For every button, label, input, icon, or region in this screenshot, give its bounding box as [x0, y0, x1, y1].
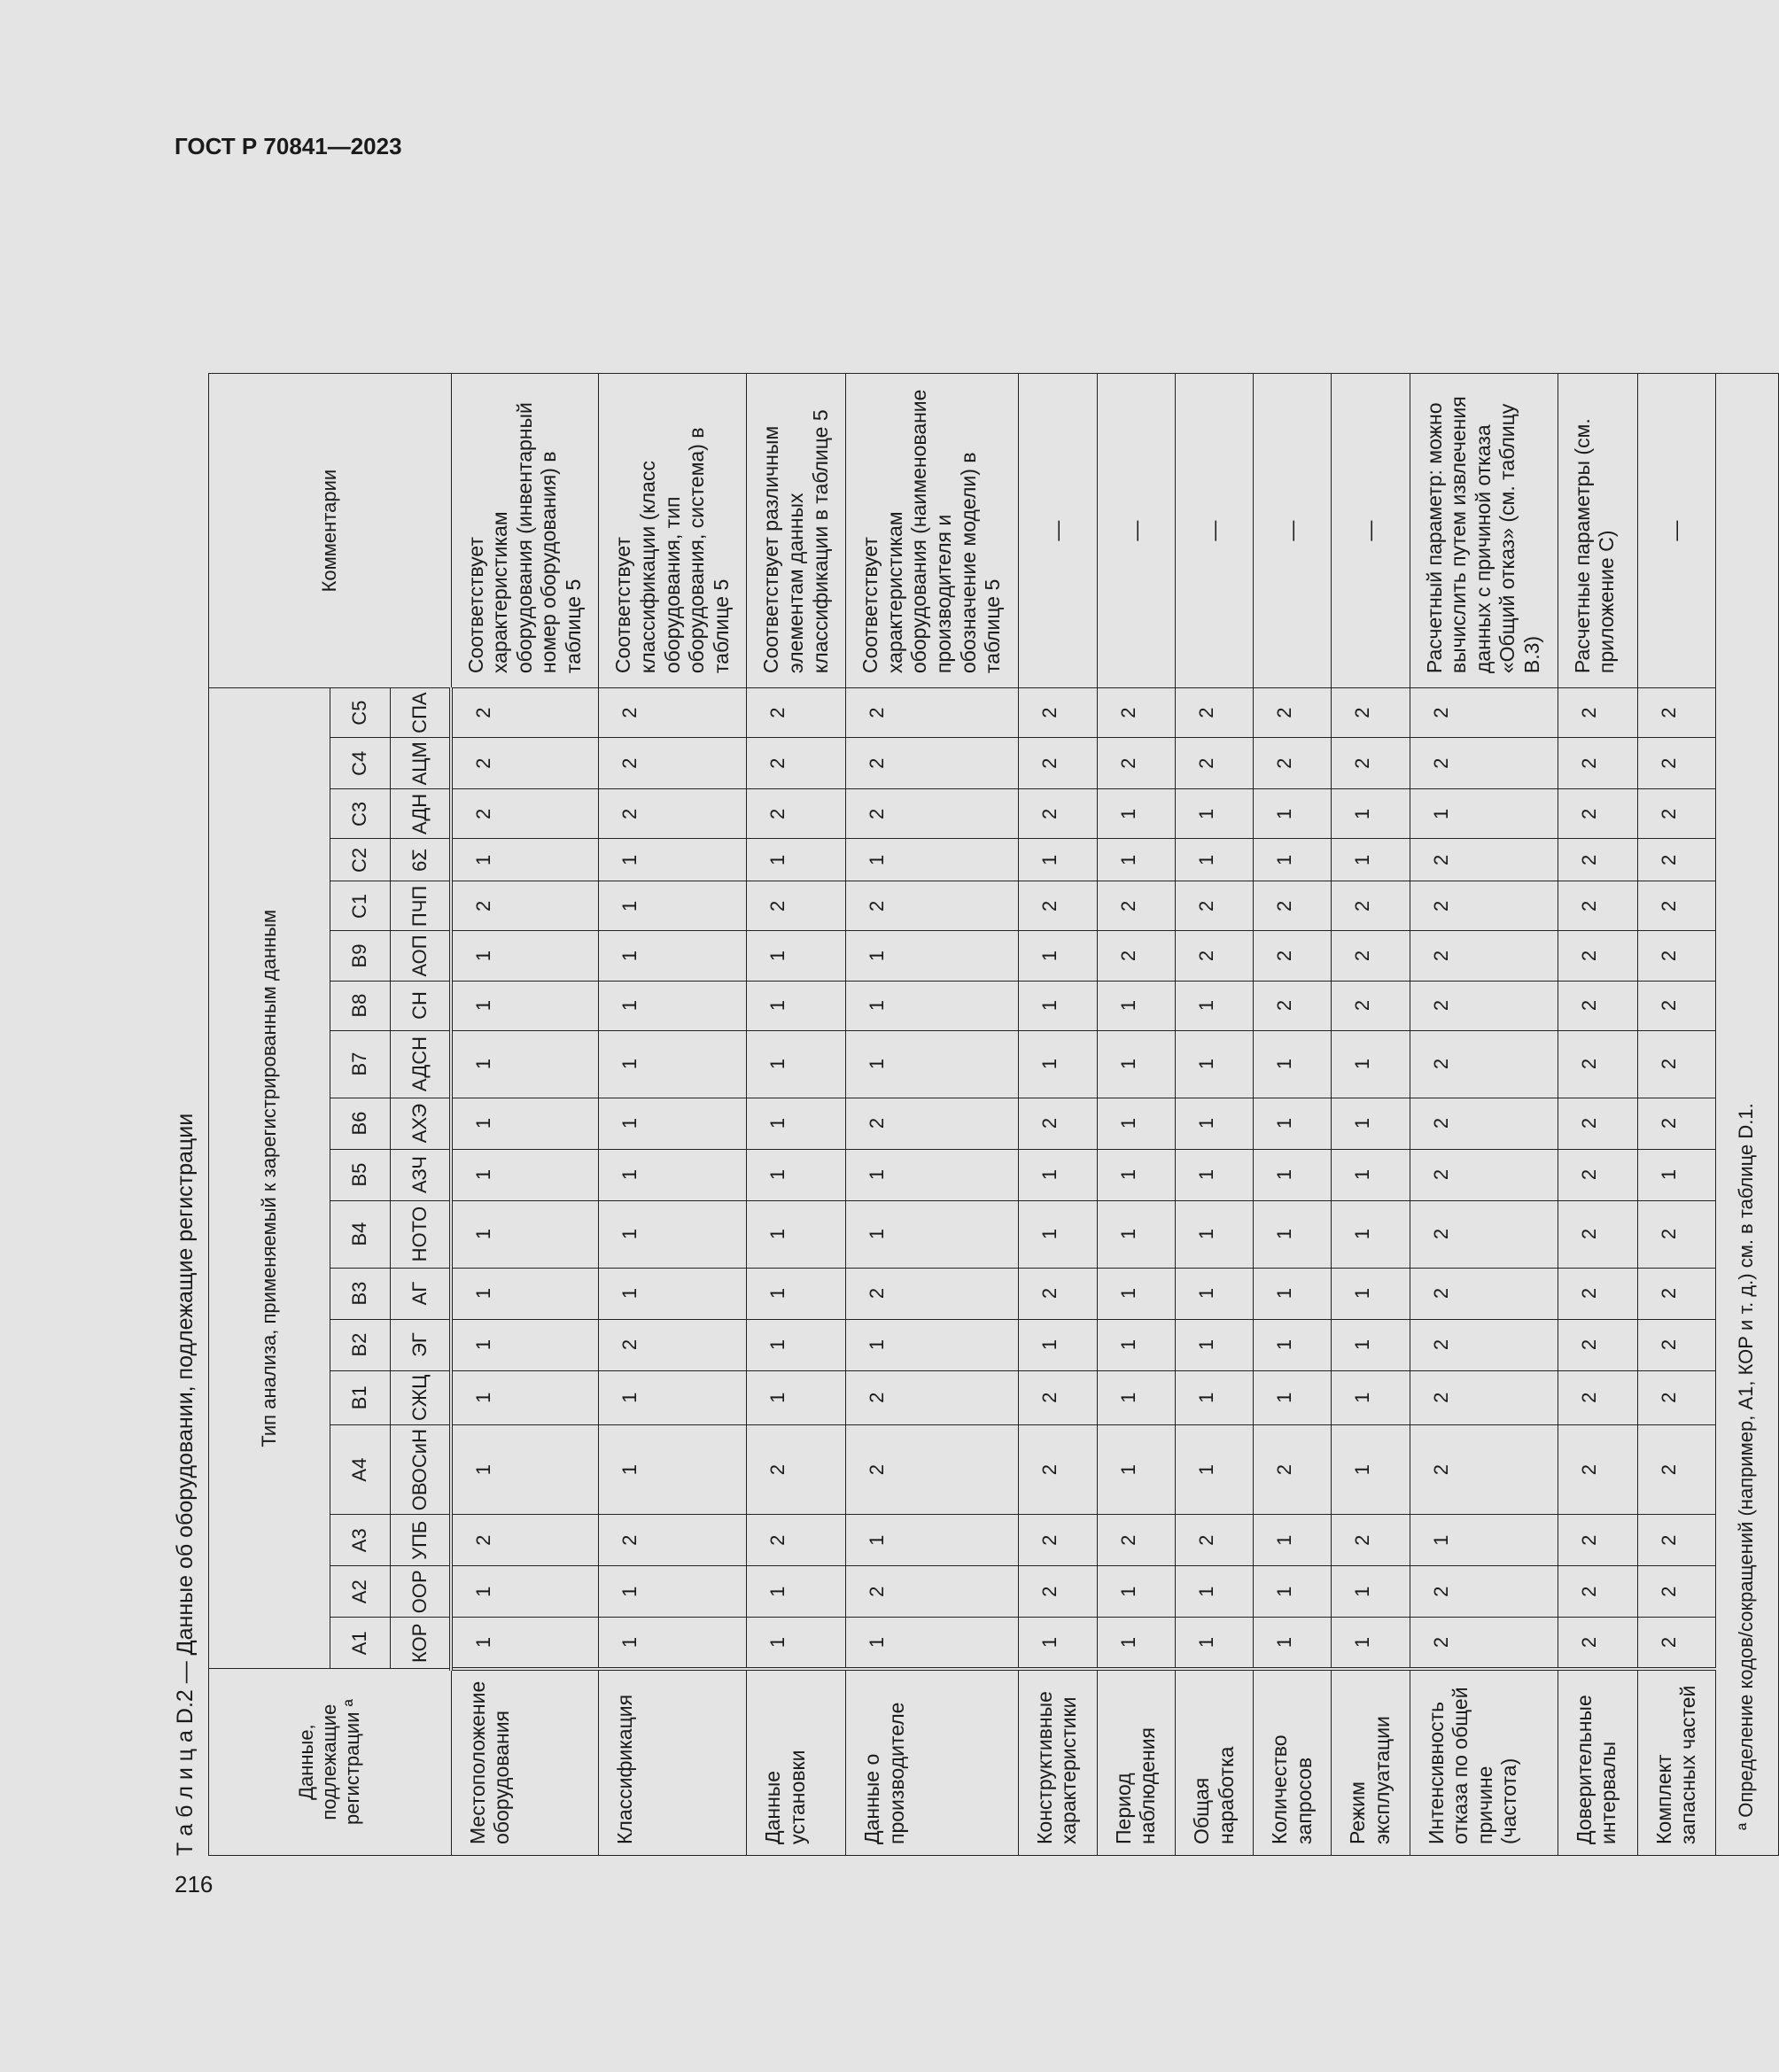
cell-value: 2	[1018, 1268, 1097, 1319]
table-caption: Т а б л и ц а D.2 — Данные об оборудовании, подлежащие регистрации	[173, 1113, 198, 1856]
cell-value: 2	[846, 881, 1019, 931]
cell-value: 2	[1018, 1370, 1097, 1424]
equipment-data-table	[208, 373, 1779, 1856]
row-label: Режим эксплуатации	[1332, 1669, 1410, 1856]
column-abbreviation: АЦМ	[391, 738, 452, 789]
cell-value: 1	[599, 1566, 747, 1618]
cell-value: 2	[599, 688, 747, 738]
row-label: Общая наработка	[1175, 1669, 1253, 1856]
cell-value: 2	[1558, 931, 1637, 981]
cell-value: 1	[1018, 931, 1097, 981]
cell-value: 2	[1637, 931, 1715, 981]
cell-value: 1	[1254, 1030, 1332, 1098]
cell-value: 1	[1175, 981, 1253, 1030]
cell-value: 1	[1254, 1319, 1332, 1370]
cell-value: 1	[1018, 1618, 1097, 1669]
cell-value: 2	[599, 738, 747, 789]
cell-value: 1	[451, 839, 599, 881]
cell-value: 2	[1410, 839, 1558, 881]
row-label: Конструктивные характеристики	[1018, 1669, 1097, 1856]
cell-value: 1	[747, 1149, 846, 1200]
cell-value: 1	[747, 1030, 846, 1098]
cell-value: 1	[1332, 1030, 1410, 1098]
column-abbreviation: АЗЧ	[391, 1149, 452, 1200]
table-footnote: ª Определение кодов/сокращений (например, А1, КОР и т. д.) см. в таблице D.1.	[1715, 374, 1778, 1856]
column-code: C2	[330, 839, 391, 881]
row-comment: —	[1175, 374, 1253, 688]
cell-value: 1	[1175, 1098, 1253, 1149]
cell-value: 2	[1175, 881, 1253, 931]
row-label: Комплект запасных частей	[1637, 1669, 1715, 1856]
row-comment: —	[1254, 374, 1332, 688]
column-code: A1	[330, 1618, 391, 1669]
cell-value: 2	[1558, 1098, 1637, 1149]
cell-value: 1	[747, 1268, 846, 1319]
cell-value: 2	[1410, 1200, 1558, 1268]
column-abbreviation: ЭГ	[391, 1319, 452, 1370]
row-comment: —	[1332, 374, 1410, 688]
cell-value: 2	[846, 789, 1019, 839]
cell-value: 1	[599, 1268, 747, 1319]
cell-value: 2	[1558, 981, 1637, 1030]
cell-value: 1	[1254, 789, 1332, 839]
column-code: B7	[330, 1030, 391, 1098]
column-abbreviation: 6Σ	[391, 839, 452, 881]
cell-value: 2	[1332, 881, 1410, 931]
cell-value: 2	[1018, 1566, 1097, 1618]
cell-value: 2	[1558, 1149, 1637, 1200]
cell-value: 2	[1558, 1370, 1637, 1424]
cell-value: 1	[1175, 1370, 1253, 1424]
table-row	[1175, 374, 1253, 1856]
column-abbreviation: АГ	[391, 1268, 452, 1319]
column-abbreviation: ПЧП	[391, 881, 452, 931]
cell-value: 2	[1637, 1618, 1715, 1669]
cell-value: 2	[1410, 931, 1558, 981]
column-code: B4	[330, 1200, 391, 1268]
cell-value: 1	[1018, 1149, 1097, 1200]
cell-value: 1	[1332, 1425, 1410, 1515]
row-comment: —	[1637, 374, 1715, 688]
table-row	[451, 374, 599, 1856]
cell-value: 1	[1018, 839, 1097, 881]
cell-value: 2	[747, 881, 846, 931]
cell-value: 1	[451, 1200, 599, 1268]
cell-value: 2	[846, 688, 1019, 738]
cell-value: 2	[1332, 931, 1410, 981]
column-code: B5	[330, 1149, 391, 1200]
cell-value: 1	[1254, 1370, 1332, 1424]
cell-value: 2	[747, 1425, 846, 1515]
cell-value: 2	[1254, 1425, 1332, 1515]
cell-value: 1	[1254, 1149, 1332, 1200]
column-abbreviation: СЖЦ	[391, 1370, 452, 1424]
cell-value: 1	[1254, 1098, 1332, 1149]
cell-value: 1	[1254, 1618, 1332, 1669]
cell-value: 1	[1018, 1200, 1097, 1268]
cell-value: 2	[1410, 881, 1558, 931]
cell-value: 1	[1097, 1425, 1175, 1515]
cell-value: 1	[747, 1370, 846, 1424]
cell-value: 1	[1097, 1200, 1175, 1268]
cell-value: 2	[1018, 1515, 1097, 1566]
cell-value: 2	[1558, 839, 1637, 881]
cell-value: 2	[1637, 981, 1715, 1030]
cell-value: 1	[747, 839, 846, 881]
table-row	[1018, 374, 1097, 1856]
cell-value: 1	[1332, 1200, 1410, 1268]
cell-value: 2	[1637, 881, 1715, 931]
cell-value: 2	[451, 738, 599, 789]
cell-value: 1	[1018, 1319, 1097, 1370]
table-row	[1097, 374, 1175, 1856]
row-comment: Расчетные параметры (см. приложение С)	[1558, 374, 1637, 688]
cell-value: 1	[1332, 839, 1410, 881]
cell-value: 2	[1410, 981, 1558, 1030]
cell-value: 2	[1332, 688, 1410, 738]
cell-value: 2	[1558, 1200, 1637, 1268]
row-label: Интенсивность отказа по общей причине (частота)	[1410, 1669, 1558, 1856]
cell-value: 1	[1097, 1030, 1175, 1098]
cell-value: 2	[451, 881, 599, 931]
cell-value: 1	[451, 1149, 599, 1200]
cell-value: 2	[1558, 1030, 1637, 1098]
cell-value: 1	[599, 1425, 747, 1515]
cell-value: 2	[1637, 688, 1715, 738]
cell-value: 1	[846, 1618, 1019, 1669]
cell-value: 1	[1332, 1370, 1410, 1424]
column-abbreviation: ОВОСиН	[391, 1425, 452, 1515]
cell-value: 1	[1175, 1149, 1253, 1200]
table-row	[599, 374, 747, 1856]
cell-value: 2	[846, 1268, 1019, 1319]
row-label: Данные установки	[747, 1669, 846, 1856]
column-code: C3	[330, 789, 391, 839]
cell-value: 2	[1254, 981, 1332, 1030]
cell-value: 2	[1175, 738, 1253, 789]
cell-value: 2	[1254, 738, 1332, 789]
cell-value: 1	[846, 1149, 1019, 1200]
row-label: Классификация	[599, 1669, 747, 1856]
cell-value: 1	[599, 881, 747, 931]
cell-value: 1	[846, 1200, 1019, 1268]
row-comment: —	[1097, 374, 1175, 688]
cell-value: 2	[1254, 931, 1332, 981]
cell-value: 1	[1332, 789, 1410, 839]
cell-value: 2	[747, 1515, 846, 1566]
cell-value: 2	[1097, 738, 1175, 789]
cell-value: 2	[1410, 1149, 1558, 1200]
cell-value: 1	[1097, 1268, 1175, 1319]
cell-value: 1	[846, 931, 1019, 981]
table-row	[1558, 374, 1637, 1856]
table-row	[846, 374, 1019, 1856]
cell-value: 1	[1018, 1030, 1097, 1098]
cell-value: 2	[1175, 688, 1253, 738]
cell-value: 2	[1637, 1319, 1715, 1370]
cell-value: 1	[1175, 839, 1253, 881]
cell-value: 1	[747, 981, 846, 1030]
cell-value: 1	[1332, 1098, 1410, 1149]
cell-value: 1	[846, 1515, 1019, 1566]
cell-value: 2	[1018, 738, 1097, 789]
cell-value: 1	[747, 1098, 846, 1149]
cell-value: 1	[1097, 1618, 1175, 1669]
cell-value: 1	[599, 1098, 747, 1149]
cell-value: 2	[1410, 1030, 1558, 1098]
table-row	[1410, 374, 1558, 1856]
cell-value: 2	[1637, 1200, 1715, 1268]
cell-value: 2	[1018, 789, 1097, 839]
cell-value: 1	[1097, 1149, 1175, 1200]
column-code: B3	[330, 1268, 391, 1319]
cell-value: 1	[451, 1268, 599, 1319]
rotated-table-area	[173, 208, 1758, 1856]
cell-value: 1	[1175, 1030, 1253, 1098]
column-code: C4	[330, 738, 391, 789]
cell-value: 1	[1097, 1370, 1175, 1424]
row-comment: Расчетный параметр: можно вычислить путем извлечения данных с причиной отказа «Общий отказ» (см. таблицу В.3)	[1410, 374, 1558, 688]
column-abbreviation: АОП	[391, 931, 452, 981]
cell-value: 1	[451, 931, 599, 981]
cell-value: 2	[1254, 688, 1332, 738]
cell-value: 2	[1018, 688, 1097, 738]
cell-value: 2	[1410, 1268, 1558, 1319]
cell-value: 1	[747, 931, 846, 981]
cell-value: 1	[451, 1098, 599, 1149]
cell-value: 1	[451, 1618, 599, 1669]
column-abbreviation: ООР	[391, 1566, 452, 1618]
column-abbreviation: УПБ	[391, 1515, 452, 1566]
cell-value: 1	[846, 981, 1019, 1030]
cell-value: 1	[1175, 1200, 1253, 1268]
column-code: B8	[330, 981, 391, 1030]
cell-value: 1	[1175, 789, 1253, 839]
cell-value: 2	[1558, 1618, 1637, 1669]
cell-value: 1	[1254, 1268, 1332, 1319]
cell-value: 2	[1637, 1268, 1715, 1319]
cell-value: 2	[1410, 688, 1558, 738]
cell-value: 2	[1018, 881, 1097, 931]
column-code: B2	[330, 1319, 391, 1370]
cell-value: 2	[1097, 881, 1175, 931]
row-label: Местоположение оборудования	[451, 1669, 599, 1856]
cell-value: 2	[599, 1515, 747, 1566]
cell-value: 2	[1410, 1425, 1558, 1515]
row-comment: —	[1018, 374, 1097, 688]
cell-value: 1	[1254, 839, 1332, 881]
cell-value: 2	[1410, 1098, 1558, 1149]
cell-value: 1	[1254, 1200, 1332, 1268]
cell-value: 2	[1558, 881, 1637, 931]
row-header: Данные, подлежащие регистрации ª	[209, 1669, 452, 1856]
cell-value: 1	[451, 1566, 599, 1618]
cell-value: 2	[1332, 981, 1410, 1030]
cell-value: 2	[846, 1425, 1019, 1515]
cell-value: 2	[1097, 1515, 1175, 1566]
row-comment: Соответствует различным элементам данных классификации в таблице 5	[747, 374, 846, 688]
cell-value: 1	[747, 1200, 846, 1268]
cell-value: 2	[1558, 738, 1637, 789]
cell-value: 2	[1637, 1566, 1715, 1618]
cell-value: 1	[451, 1030, 599, 1098]
cell-value: 1	[1175, 1268, 1253, 1319]
cell-value: 2	[1637, 1030, 1715, 1098]
table-row	[1637, 374, 1715, 1856]
cell-value: 2	[846, 738, 1019, 789]
cell-value: 2	[451, 688, 599, 738]
cell-value: 1	[451, 981, 599, 1030]
cell-value: 1	[846, 1319, 1019, 1370]
table-row	[1254, 374, 1332, 1856]
cell-value: 2	[1558, 1319, 1637, 1370]
cell-value: 2	[1637, 1370, 1715, 1424]
cell-value: 1	[599, 839, 747, 881]
cell-value: 2	[1018, 1098, 1097, 1149]
column-abbreviation: НОТО	[391, 1200, 452, 1268]
cell-value: 2	[1637, 738, 1715, 789]
cell-value: 2	[846, 1370, 1019, 1424]
column-code: C5	[330, 688, 391, 738]
row-comment: Соответствует характеристикам оборудования (наименование производителя и обозначение модели) в таблице 5	[846, 374, 1019, 688]
cell-value: 1	[451, 1425, 599, 1515]
cell-value: 1	[1410, 1515, 1558, 1566]
cell-value: 2	[1637, 1098, 1715, 1149]
column-abbreviation: АДСН	[391, 1030, 452, 1098]
cell-value: 1	[1175, 1319, 1253, 1370]
cell-value: 2	[1558, 1566, 1637, 1618]
cell-value: 1	[1175, 1566, 1253, 1618]
cell-value: 1	[1175, 1425, 1253, 1515]
cell-value: 2	[1175, 1515, 1253, 1566]
cell-value: 1	[1018, 981, 1097, 1030]
cell-value: 1	[747, 1618, 846, 1669]
cell-value: 2	[747, 738, 846, 789]
cell-value: 1	[599, 1200, 747, 1268]
cell-value: 1	[846, 839, 1019, 881]
cell-value: 1	[451, 1319, 599, 1370]
cell-value: 2	[1332, 1515, 1410, 1566]
cell-value: 1	[1332, 1149, 1410, 1200]
cell-value: 1	[599, 1030, 747, 1098]
cell-value: 2	[1637, 789, 1715, 839]
row-label: Данные о производителе	[846, 1669, 1019, 1856]
cell-value: 2	[451, 1515, 599, 1566]
cell-value: 1	[747, 1566, 846, 1618]
cell-value: 2	[599, 789, 747, 839]
cell-value: 1	[1097, 1566, 1175, 1618]
cell-value: 1	[451, 1370, 599, 1424]
cell-value: 2	[1332, 738, 1410, 789]
column-abbreviation: КОР	[391, 1618, 452, 1669]
column-abbreviation: АДН	[391, 789, 452, 839]
cell-value: 1	[599, 931, 747, 981]
cell-value: 1	[1332, 1618, 1410, 1669]
comment-header: Комментарии	[209, 374, 452, 688]
row-label: Период наблюдения	[1097, 1669, 1175, 1856]
cell-value: 2	[1097, 688, 1175, 738]
column-abbreviation: СПА	[391, 688, 452, 738]
cell-value: 2	[1410, 738, 1558, 789]
cell-value: 2	[1558, 1515, 1637, 1566]
column-code: B1	[330, 1370, 391, 1424]
cell-value: 2	[747, 688, 846, 738]
column-code: A3	[330, 1515, 391, 1566]
column-code: B6	[330, 1098, 391, 1149]
cell-value: 1	[599, 1370, 747, 1424]
row-label: Количество запросов	[1254, 1669, 1332, 1856]
cell-value: 2	[451, 789, 599, 839]
cell-value: 2	[1410, 1618, 1558, 1669]
column-abbreviation: АХЭ	[391, 1098, 452, 1149]
cell-value: 1	[1254, 1566, 1332, 1618]
cell-value: 2	[747, 789, 846, 839]
column-code: B9	[330, 931, 391, 981]
column-code: A2	[330, 1566, 391, 1618]
cell-value: 1	[1097, 839, 1175, 881]
cell-value: 1	[1637, 1149, 1715, 1200]
column-abbreviation: СН	[391, 981, 452, 1030]
cell-value: 1	[1097, 1098, 1175, 1149]
cell-value: 1	[846, 1030, 1019, 1098]
cell-value: 2	[1410, 1566, 1558, 1618]
cell-value: 2	[1637, 1515, 1715, 1566]
table-row	[1332, 374, 1410, 1856]
cell-value: 2	[1254, 881, 1332, 931]
cell-value: 2	[599, 1319, 747, 1370]
cell-value: 2	[1558, 1268, 1637, 1319]
cell-value: 1	[1410, 789, 1558, 839]
cell-value: 2	[1637, 1425, 1715, 1515]
cell-value: 2	[1558, 1425, 1637, 1515]
cell-value: 1	[1097, 1319, 1175, 1370]
row-comment: Соответствует классификации (класс оборудования, тип оборудования, система) в таблице 5	[599, 374, 747, 688]
cell-value: 2	[1410, 1370, 1558, 1424]
analysis-type-header: Тип анализа, применяемый к зарегистрированным данным	[209, 688, 330, 1669]
cell-value: 2	[1175, 931, 1253, 981]
table-row	[747, 374, 846, 1856]
row-label: Доверительные интервалы	[1558, 1669, 1637, 1856]
column-code: C1	[330, 881, 391, 931]
cell-value: 2	[846, 1098, 1019, 1149]
page-number: 216	[175, 1871, 214, 1897]
cell-value: 2	[846, 1566, 1019, 1618]
row-comment: Соответствует характеристикам оборудования (инвентарный номер оборудования) в таблице 5	[451, 374, 599, 688]
cell-value: 2	[1558, 688, 1637, 738]
cell-value: 1	[1332, 1319, 1410, 1370]
cell-value: 1	[747, 1319, 846, 1370]
cell-value: 1	[1175, 1618, 1253, 1669]
cell-value: 1	[1332, 1566, 1410, 1618]
cell-value: 1	[1097, 981, 1175, 1030]
cell-value: 2	[1410, 1319, 1558, 1370]
cell-value: 2	[1018, 1425, 1097, 1515]
cell-value: 2	[1558, 789, 1637, 839]
cell-value: 1	[1254, 1515, 1332, 1566]
document-header: ГОСТ Р 70841—2023	[175, 133, 402, 159]
cell-value: 1	[599, 1618, 747, 1669]
cell-value: 2	[1637, 839, 1715, 881]
cell-value: 1	[599, 981, 747, 1030]
column-code: A4	[330, 1425, 391, 1515]
cell-value: 1	[1332, 1268, 1410, 1319]
cell-value: 1	[599, 1149, 747, 1200]
cell-value: 1	[1097, 789, 1175, 839]
cell-value: 2	[1097, 931, 1175, 981]
